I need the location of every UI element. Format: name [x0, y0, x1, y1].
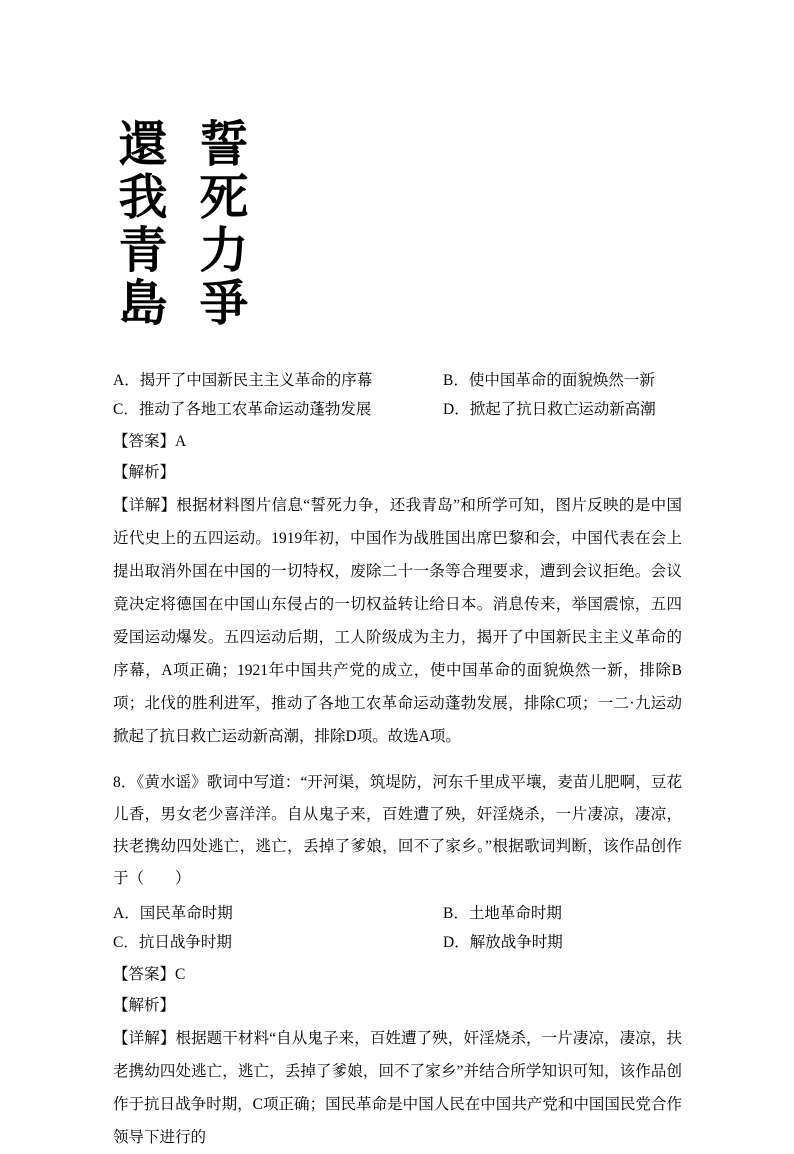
q7-detail-explanation: 【详解】根据材料图片信息“誓死力争，还我青岛”和所学可知，图片反映的是中国近代史上的五四运动。1919年初，中国作为战胜国出席巴黎和会，中国代表在会上提出取消外国在中国的一切特权，废除二十一条等合理要求，遭到会议拒绝。会议竟决定将德国在中国山东侵占的一切权益转让给日本。消息传来，举国震惊，五四爱国运动爆发。五四运动后期，工人阶级成为主力，揭开了中国新民主主义革命的序幕，A项正确；1921年中国共产党的成立，使中国革命的面貌焕然一新，排除B项；北伐的胜利进军，推动了各地工农革命运动蓬勃发展，排除C项；一二·九运动掀起了抗日救亡运动新高潮，排除D项。故选A项。: [113, 497, 682, 745]
q8-options-row-2: [113, 928, 682, 957]
calligraphy-image: [110, 118, 249, 350]
q8-option-b: B．土地革命时期: [443, 905, 562, 922]
q8-answer: 【答案】C: [113, 966, 186, 983]
calligraphy-column-right: 誓死力爭: [191, 118, 249, 330]
q7-option-b: B．使中国革命的面貌焕然一新: [443, 372, 655, 389]
q7-answer: 【答案】A: [113, 433, 187, 450]
q8-option-a: A．国民革命时期: [113, 905, 233, 922]
q8-option-d: D．解放战争时期: [443, 934, 563, 951]
q7-option-c: C．推动了各地工农革命运动蓬勃发展: [113, 401, 372, 418]
q7-option-d: D．掀起了抗日救亡运动新高潮: [443, 401, 656, 418]
q8-option-c: C．抗日战争时期: [113, 934, 232, 951]
q7-option-a: A．揭开了中国新民主主义革命的序幕: [113, 372, 373, 389]
q7-options-row-1: [113, 366, 682, 395]
q8-detail-explanation: 【详解】根据题干材料“自从鬼子来，百姓遭了殃，奸淫烧杀，一片凄凉，凄凉，扶老携幼四处逃亡，逃亡，丢掉了爹娘，回不了家乡”并结合所学知识可知，该作品创作于抗日战争时期，C项正确；国民革命是中国人民在中国共产党和中国国民党合作领导下进行的: [113, 1030, 682, 1146]
q8-stem: 8．《黄水谣》歌词中写道：“开河渠，筑堤防，河东千里成平壤，麦苗儿肥啊，豆花儿香，男女老少喜洋洋。自从鬼子来，百姓遭了殃，奸淫烧杀，一片凄凉，凄凉，扶老携幼四处逃亡，逃亡，丢掉了爹娘，回不了家乡。”根据歌词判断，该作品创作于（ ）: [113, 774, 682, 887]
q7-analysis-label: 【解析】: [113, 464, 176, 481]
q8-analysis-label: 【解析】: [113, 997, 176, 1014]
q8-options-row-1: [113, 899, 682, 928]
q8-options: [113, 899, 682, 957]
q7-options-row-2: [113, 395, 682, 424]
calligraphy-column-left: 還我青島: [110, 118, 168, 330]
